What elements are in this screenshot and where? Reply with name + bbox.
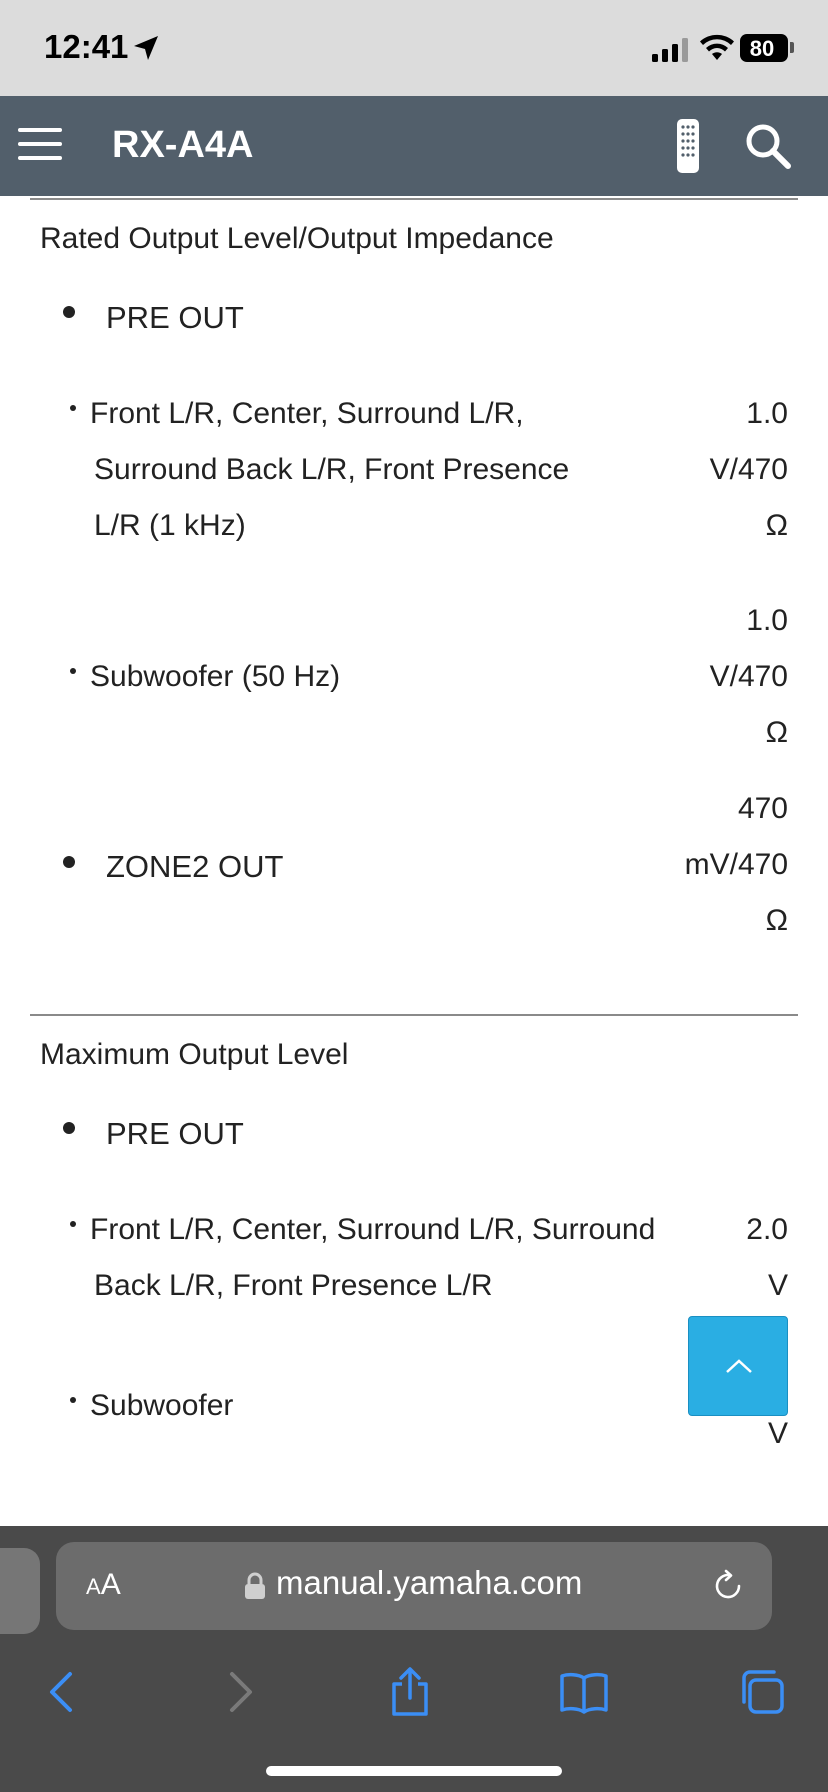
spec-line: Surround Back L/R, Front Presence [94,453,570,486]
page-title: RX-A4A [112,124,254,166]
value-line: 470 [737,792,788,825]
divider [30,1014,798,1016]
section-title: Rated Output Level/Output Impedance [40,222,554,255]
value-line: V [767,1417,788,1450]
reader-text-size-button[interactable] [86,1568,121,1602]
wifi-icon [700,34,734,62]
value-line: Ω [765,716,788,749]
menu-icon[interactable] [18,126,62,162]
spec-line: Front L/R, Center, Surround L/R, [90,397,524,430]
spec-item-label [90,1378,233,1434]
bullet-icon [63,306,75,318]
sub-bullet-icon [70,1397,76,1403]
value-line: Ω [765,509,788,542]
divider [30,198,798,200]
value-line: mV/470 [684,848,788,881]
tabs-icon[interactable] [736,1666,788,1718]
url-text: manual.yamaha.com [276,1564,583,1601]
location-arrow-icon [132,34,160,62]
aa-large: A [100,1568,121,1601]
spec-item-label [90,386,569,554]
app-header [0,96,828,196]
home-indicator [266,1766,562,1776]
chevron-up-icon [725,1357,753,1375]
spec-line: Back L/R, Front Presence L/R [94,1269,493,1302]
spec-item-value [710,386,788,554]
spec-item-value [710,593,788,761]
spec-item-value [685,781,788,949]
search-icon[interactable] [744,122,792,170]
back-icon[interactable] [38,1666,90,1718]
spec-line: L/R (1 kHz) [94,509,246,542]
spec-item-label [90,1202,655,1314]
browser-bottom-bar [0,1526,828,1792]
section-title: Maximum Output Level [40,1038,349,1071]
value-line: Ω [765,904,788,937]
reload-icon[interactable] [710,1568,746,1604]
value-line: 1.0 [746,397,788,430]
battery-nub [790,42,794,53]
forward-icon[interactable] [212,1666,264,1718]
sub-bullet-icon [70,1221,76,1227]
value-line: V [767,1269,788,1302]
status-bar [0,0,828,96]
status-time: 12:41 [44,28,129,65]
sub-bullet-icon [70,668,76,674]
spec-item-value [746,1202,788,1314]
battery-icon [740,34,788,62]
scroll-to-top-button[interactable] [688,1316,788,1416]
bookmarks-icon[interactable] [558,1666,610,1718]
value-line: V/470 [709,660,788,693]
bullet-icon [63,856,75,868]
group-label: PRE OUT [106,1116,244,1151]
spec-line: Subwoofer (50 Hz) [90,660,341,693]
cellular-signal-icon [652,38,688,62]
bullet-icon [63,1122,75,1134]
value-line: V/470 [709,453,788,486]
group-label: PRE OUT [106,300,244,335]
share-icon[interactable] [384,1666,436,1718]
previous-tab-peek[interactable] [0,1548,40,1634]
remote-icon[interactable] [676,118,700,174]
spec-line: Front L/R, Center, Surround L/R, Surround [90,1213,656,1246]
lock-icon [244,1572,266,1600]
value-line: 1.0 [746,604,788,637]
spec-item-label [90,649,340,705]
aa-small: A [86,1574,101,1599]
group-label: ZONE2 OUT [106,849,284,884]
address-bar[interactable] [56,1542,772,1630]
spec-line: Subwoofer [90,1389,234,1422]
sub-bullet-icon [70,405,76,411]
battery-level: 80 [749,36,775,61]
value-line: 2.0 [746,1213,788,1246]
